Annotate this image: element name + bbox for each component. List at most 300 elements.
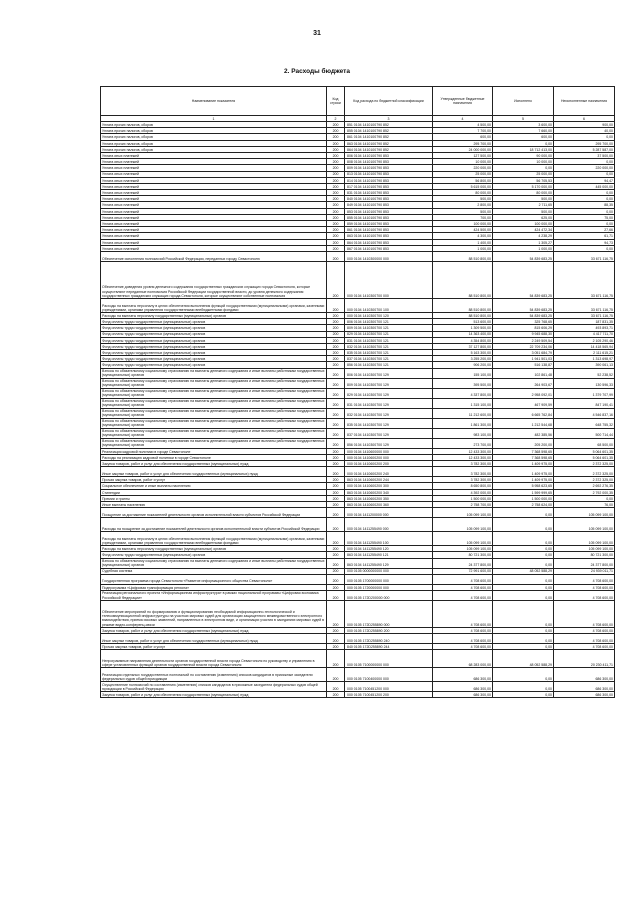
row-name-cell: Уплата прочих налогов, сборов [101,128,327,134]
row-code-cell: 200 [327,356,345,362]
row-code-cell: 200 [327,574,345,584]
row-code-cell: 200 [327,196,345,202]
row-kbk-cell: 861 0104 1410100790 853 [345,227,433,233]
row-unexecuted-cell: 0,00 [554,190,615,196]
row-approved-cell: 105 099 100,00 [433,518,493,532]
header-kbk: Код расхода по бюджетной классификации [345,87,433,116]
table-row [101,319,615,325]
row-executed-cell: 0,00 [493,634,554,644]
row-code-cell: 200 [327,398,345,408]
row-approved-cell: 2 800,00 [433,202,493,208]
row-kbk-cell: 000 0104 1411200000 000 [345,508,433,518]
row-approved-cell: 80 721 300,00 [433,552,493,558]
row-unexecuted-cell: 1 379 707,99 [554,388,615,398]
row-approved-cell: 395 500,00 [433,378,493,388]
row-name-cell: Подпрограмма «Цифровая трансформация региона» [101,584,327,590]
row-unexecuted-cell: 686 300,00 [554,692,615,698]
row-executed-cell: 516 138,87 [493,362,554,368]
row-executed-cell: 325 768,65 [493,319,554,325]
row-unexecuted-cell: 94,73 [554,239,615,245]
row-approved-cell: 600,00 [433,134,493,140]
row-kbk-cell: 863 0104 1410600200 360 [345,501,433,507]
row-code-cell: 200 [327,202,345,208]
row-kbk-cell: 000 0104 1411255490 120 [345,546,433,552]
row-executed-cell: 18 712 413,00 [493,146,554,152]
row-name-cell: Взносы по обязательному социальному страхованию на выплаты денежного содержания и иные выплаты работникам государственных (муниципальных) органов [102,439,325,448]
row-code-cell: 200 [327,489,345,495]
row-kbk-cell: 000 0104 1410300000 000 [345,251,433,261]
row-kbk-cell: 809 0104 1410300700 129 [345,378,433,388]
row-unexecuted-cell: 5 287 587,00 [554,146,615,152]
row-unexecuted-cell: 4 417 711,70 [554,331,615,337]
row-executed-cell: 48 052 588,29 [493,650,554,668]
row-code-cell: 200 [327,122,345,128]
table-row [101,650,615,668]
row-code-cell: 200 [327,362,345,368]
row-kbk-cell: 867 0104 1410100790 853 [345,245,433,251]
row-unexecuted-cell: 75,00 [554,214,615,220]
row-name-cell: Уплата иных платежей [101,245,327,251]
table-row [101,668,615,682]
row-kbk-cell: 856 0104 1410300700 121 [345,362,433,368]
row-approved-cell: 88 510 800,00 [433,312,493,318]
table-row [101,343,615,349]
row-approved-cell: 424 500,00 [433,227,493,233]
row-executed-cell: 48 052 588,29 [493,568,554,574]
row-name-cell: Фонд оплаты труда государственных (муниципальных) органов [101,356,327,362]
row-unexecuted-cell: 24 377 800,00 [554,558,615,568]
row-kbk-cell: 000 0104 1411255490 100 [345,532,433,546]
row-code-cell: 200 [327,508,345,518]
row-executed-cell: 102 861,48 [493,368,554,378]
row-name-cell: Взносы по обязательному социальному страхованию на выплаты денежного содержания и иные выплаты работникам государственных (муниципальных) органов [102,389,325,398]
row-unexecuted-cell: 445 000,00 [554,183,615,189]
header-unexecuted: Неисполненные назначения [554,87,615,116]
row-kbk-cell: 808 0104 1410100790 853 [345,159,433,165]
row-code-cell: 200 [327,634,345,644]
row-executed-cell: 22 709 234,06 [493,343,554,349]
row-executed-cell: 424 472,34 [493,227,554,233]
column-number: 2 [327,116,345,122]
row-unexecuted-cell: 5 064 601,35 [554,448,615,454]
table-row [101,337,615,343]
row-name-cell: Уплата прочих налогов, сборов [101,122,327,128]
row-code-cell: 200 [327,325,345,331]
row-approved-cell: 4 708 600,00 [433,644,493,650]
row-approved-cell: 4 708 600,00 [433,590,493,600]
row-approved-cell: 10 000,00 [433,159,493,165]
row-name-cell: Закупка товаров, работ и услуг для обеспечения государственных (муниципальных) нужд [101,627,327,633]
row-approved-cell: 4 500,00 [433,122,493,128]
row-kbk-cell: 000 0104 1410600200 000 [345,454,433,460]
row-unexecuted-cell: 0,00 [554,171,615,177]
row-name-cell: Взносы по обязательному социальному страхованию на выплаты денежного содержания и иные выплаты работникам государственных (муниципальных) органов [102,429,325,438]
row-code-cell: 200 [327,461,345,467]
row-executed-cell: 9 945 688,30 [493,331,554,337]
table-row [101,251,615,261]
row-approved-cell: 686 300,00 [433,692,493,698]
column-number: 3 [345,116,433,122]
row-code-cell: 200 [327,584,345,590]
row-kbk-cell: 000 0105 1700000000 000 [345,574,433,584]
row-code-cell: 200 [327,239,345,245]
row-code-cell: 200 [327,408,345,418]
row-code-cell: 200 [327,233,345,239]
row-name-cell: Фонд оплаты труда государственных (муниципальных) органов [101,552,327,558]
row-code-cell: 200 [327,245,345,251]
row-kbk-cell: 000 0105 7100451200 000 [345,682,433,692]
row-name-cell: Фонд оплаты труда государственных (муниципальных) органов [101,337,327,343]
row-code-cell: 200 [327,177,345,183]
row-code-cell: 200 [327,171,345,177]
row-unexecuted-cell: 4 708 600,00 [554,584,615,590]
row-unexecuted-cell: 295 700,00 [554,140,615,146]
row-code-cell: 200 [327,152,345,158]
row-name-cell: Иные закупки товаров, работ и услуг для обеспечения государственных (муниципальных) нужд [101,634,327,644]
row-name-cell: Фонд оплаты труда государственных (муниципальных) органов [101,350,327,356]
row-approved-cell: 88 510 800,00 [433,298,493,312]
row-kbk-cell: 831 0104 1410300700 121 [345,337,433,343]
row-code-cell: 200 [327,558,345,568]
row-kbk-cell: 000 0105 1720000000 000 [345,584,433,590]
row-unexecuted-cell: 4 708 600,00 [554,600,615,627]
row-unexecuted-cell: 40,00 [554,128,615,134]
row-name-cell: Обеспечение исполнения полномочий Российской Федерации, переданных городу Севастополю [101,251,327,261]
row-name-cell: Реализация отдельных государственных полномочий по составлению (изменению) списков кандидатов в присяжные заседатели федеральных судов общей юрисдикции [101,668,327,682]
column-number: 4 [433,116,493,122]
row-executed-cell: 54 839 683,25 [493,298,554,312]
row-executed-cell: 1 409 975,00 [493,467,554,477]
row-approved-cell: 7 700,00 [433,128,493,134]
row-unexecuted-cell: 105 099 100,00 [554,546,615,552]
row-executed-cell: 0,00 [493,692,554,698]
row-name-cell: Судебная система [101,568,327,574]
row-name-cell: Премии и гранты [101,495,327,501]
column-number: 6 [554,116,615,122]
row-executed-cell: 1 941 501,03 [493,356,554,362]
row-approved-cell: 2 758 700,00 [433,501,493,507]
row-unexecuted-cell: 33 671 116,75 [554,251,615,261]
row-approved-cell: 12 433 300,00 [433,454,493,460]
row-unexecuted-cell: 5 064 601,35 [554,454,615,460]
row-name-cell: Взносы по обязательному социальному страхованию на выплаты денежного содержания и иные выплаты работникам государственных (муниципальных) органов [102,399,325,408]
row-approved-cell: 4 708 600,00 [433,634,493,644]
table-row [101,418,615,428]
row-name-cell: Фонд оплаты труда государственных (муниципальных) органов [101,343,327,349]
row-unexecuted-cell: 14 418 565,94 [554,343,615,349]
row-code-cell: 200 [327,378,345,388]
budget-expenses-table [100,86,615,698]
header-name: Наименование показателя [101,87,327,116]
row-code-cell: 200 [327,319,345,325]
row-unexecuted-cell: 80 721 300,00 [554,552,615,558]
row-executed-cell: 0,00 [493,508,554,518]
row-executed-cell: 205 200,00 [493,438,554,448]
row-code-cell: 200 [327,214,345,220]
row-code-cell: 200 [327,368,345,378]
table-row [101,682,615,692]
row-name-cell: Уплата иных платежей [101,159,327,165]
row-code-cell: 200 [327,418,345,428]
row-unexecuted-cell: 187 831,35 [554,319,615,325]
row-code-cell: 200 [327,343,345,349]
row-unexecuted-cell: 0,00 [554,134,615,140]
row-name-cell: Взносы по обязательному социальному страхованию на выплаты денежного содержания и иные выплаты работникам государственных (муниципальных) органов [102,409,325,418]
row-approved-cell: 295 700,00 [433,140,493,146]
row-code-cell: 200 [327,227,345,233]
row-approved-cell: 68 283 000,00 [433,650,493,668]
row-code-cell: 200 [327,590,345,600]
row-kbk-cell: 864 0104 1410100790 853 [345,239,433,245]
row-name-cell: Иные выплаты населению [101,501,327,507]
column-number: 1 [101,116,327,122]
table-row [101,448,615,454]
row-name-cell: Уплата иных платежей [101,183,327,189]
row-approved-cell: 56 800,00 [433,177,493,183]
row-unexecuted-cell: 900,00 [554,122,615,128]
row-code-cell: 200 [327,183,345,189]
row-executed-cell: 1 409 975,00 [493,477,554,483]
row-kbk-cell: 000 0105 0000000000 000 [345,568,433,574]
row-unexecuted-cell: 0,00 [554,245,615,251]
row-name-cell: Фонд оплаты труда государственных (муниципальных) органов [101,325,327,331]
row-name-cell: Уплата иных платежей [101,202,327,208]
row-executed-cell: 6 665 762,84 [493,408,554,418]
row-executed-cell: 100 000,00 [493,221,554,227]
table-row [101,261,615,298]
row-approved-cell: 1 861 300,00 [433,418,493,428]
row-code-cell: 200 [327,627,345,633]
table-row [101,438,615,448]
row-executed-cell: 0,00 [493,165,554,171]
row-code-cell: 200 [327,438,345,448]
row-approved-cell: 88 510 800,00 [433,261,493,298]
row-unexecuted-cell: 33 671 116,75 [554,298,615,312]
page-number: 31 [313,30,321,37]
row-name-cell: Уплата прочих налогов, сборов [101,146,327,152]
row-executed-cell: 5 170 000,00 [493,183,554,189]
row-kbk-cell: 859 0104 1410100790 853 [345,221,433,227]
row-code-cell: 200 [327,428,345,438]
row-executed-cell: 4 238,29 [493,233,554,239]
row-unexecuted-cell: 0,00 [554,221,615,227]
row-kbk-cell: 863 0104 1410100790 853 [345,233,433,239]
row-approved-cell: 983 100,00 [433,428,493,438]
row-name-cell: Реализация кадровой политики в городе Севастополе [101,448,327,454]
row-name-cell: Уплата иных платежей [101,214,327,220]
row-code-cell: 200 [327,312,345,318]
row-executed-cell: 482 385,56 [493,428,554,438]
row-unexecuted-cell: 0,00 [554,196,615,202]
row-approved-cell: 5 163 300,00 [433,350,493,356]
row-code-cell: 200 [327,692,345,698]
row-approved-cell: 4 708 600,00 [433,574,493,584]
row-kbk-cell: 863 0104 1410600200 340 [345,489,433,495]
row-kbk-cell: 000 0104 1410600200 300 [345,483,433,489]
row-kbk-cell: 000 0105 172D200000 000 [345,590,433,600]
row-code-cell: 200 [327,650,345,668]
row-approved-cell: 686 300,00 [433,682,493,692]
row-approved-cell: 5 615 000,00 [433,183,493,189]
column-number: 5 [493,116,554,122]
row-executed-cell: 10 000,00 [493,159,554,165]
row-unexecuted-cell: 2 372 325,00 [554,461,615,467]
row-approved-cell: 906 200,00 [433,362,493,368]
row-executed-cell: 0,00 [493,574,554,584]
row-executed-cell: 1 409 975,00 [493,461,554,467]
row-executed-cell: 1 305,27 [493,239,554,245]
row-approved-cell: 3 782 300,00 [433,467,493,477]
row-name-cell: Уплата иных платежей [101,171,327,177]
row-name-cell: Уплата иных платежей [101,190,327,196]
row-unexecuted-cell: 686 300,00 [554,682,615,692]
row-approved-cell: 11 212 600,00 [433,408,493,418]
row-kbk-cell: 806 0104 1410300700 121 [345,319,433,325]
row-name-cell: Закупка товаров, работ и услуг для обеспечения государственных (муниципальных) нужд [101,692,327,698]
row-approved-cell: 100 000,00 [433,221,493,227]
row-executed-cell: 0,00 [493,552,554,558]
table-row [101,590,615,600]
row-unexecuted-cell: 686 300,00 [554,668,615,682]
row-executed-cell: 7 368 598,65 [493,454,554,460]
row-name-cell: Реализация регионального проекта «Информационная инфраструктура» в рамках национальной программы «Цифровая экономика Российской Федерации» [101,590,327,600]
row-kbk-cell: 806 0104 1410100790 853 [345,152,433,158]
row-executed-cell: 54 839 683,25 [493,251,554,261]
row-unexecuted-cell: 1 313 698,97 [554,356,615,362]
row-unexecuted-cell: 4 708 600,00 [554,574,615,584]
row-code-cell: 200 [327,682,345,692]
row-executed-cell: 0,00 [493,590,554,600]
table-row [101,331,615,337]
table-row [101,408,615,418]
row-executed-cell: 3 051 684,79 [493,350,554,356]
row-unexecuted-cell: 105 099 100,00 [554,532,615,546]
row-unexecuted-cell: 4 708 600,00 [554,644,615,650]
row-code-cell: 200 [327,532,345,546]
row-name-cell: Уплата иных платежей [101,152,327,158]
row-unexecuted-cell: 493 893,71 [554,325,615,331]
table-row [101,325,615,331]
row-approved-cell: 3 255 200,00 [433,356,493,362]
row-executed-cell: 80 000,00 [493,190,554,196]
row-kbk-cell: 831 0104 1410300700 129 [345,398,433,408]
row-kbk-cell: 863 0104 1411255490 121 [345,552,433,558]
row-kbk-cell: 837 0104 1410300700 129 [345,428,433,438]
row-unexecuted-cell: 27,66 [554,227,615,233]
row-code-cell: 200 [327,495,345,501]
header-executed: Исполнено [493,87,554,116]
row-approved-cell: 12 433 300,00 [433,448,493,454]
row-kbk-cell: 806 0104 1410300700 129 [345,368,433,378]
row-code-cell: 200 [327,644,345,650]
table-row [101,692,615,698]
row-executed-cell: 1 212 544,68 [493,418,554,428]
row-executed-cell: 625,00 [493,214,554,220]
row-kbk-cell: 000 0105 172D255890 000 [345,600,433,627]
row-kbk-cell: 856 0104 1410300700 129 [345,438,433,448]
row-unexecuted-cell: 4 708 600,00 [554,634,615,644]
row-code-cell: 200 [327,221,345,227]
row-executed-cell: 467 909,59 [493,398,554,408]
row-executed-cell: 0,00 [493,584,554,590]
row-unexecuted-cell: 130 596,33 [554,378,615,388]
row-executed-cell: 2 249 509,54 [493,337,554,343]
header-approved: Утвержденные бюджетные назначения [433,87,493,116]
table-row [101,362,615,368]
row-executed-cell: 1 599 999,65 [493,489,554,495]
row-executed-cell: 500,00 [493,196,554,202]
row-kbk-cell: 840 0104 1410100790 853 [345,196,433,202]
row-kbk-cell: 000 0104 1410300700 100 [345,298,433,312]
table-header-row [101,87,615,116]
row-kbk-cell: 853 0104 1410100790 853 [345,208,433,214]
row-code-cell: 200 [327,467,345,477]
table-row [101,454,615,460]
table-row [101,634,615,644]
row-unexecuted-cell: 390 061,13 [554,362,615,368]
row-kbk-cell: 809 0104 1410100790 853 [345,165,433,171]
row-name-cell: Уплата прочих налогов, сборов [101,140,327,146]
row-executed-cell: 0,00 [493,668,554,682]
row-unexecuted-cell: 37 500,00 [554,152,615,158]
row-name-cell: Взносы по обязательному социальному страхованию на выплаты денежного содержания и иные выплаты работникам государственных (муниципальных) органов [102,559,325,568]
row-name-cell: Уплата прочих налогов, сборов [101,134,327,140]
row-kbk-cell: 000 0105 7100000000 000 [345,650,433,668]
row-approved-cell: 37 127 800,00 [433,343,493,349]
row-executed-cell: 0,00 [493,140,554,146]
row-unexecuted-cell: 4 546 837,16 [554,408,615,418]
row-executed-cell: 0,00 [493,600,554,627]
row-approved-cell: 1 309 500,00 [433,325,493,331]
table-row [101,298,615,312]
row-unexecuted-cell: 76,00 [554,501,615,507]
row-kbk-cell: 814 0104 1410100790 853 [345,177,433,183]
row-code-cell: 200 [327,208,345,214]
row-approved-cell: 8 650 800,00 [433,483,493,489]
table-row [101,508,615,518]
row-code-cell: 200 [327,165,345,171]
row-name-cell: Расходы на поощрение за достижение показателей деятельности органов исполнительной власти субъектов Российской Федерации [101,518,327,532]
row-approved-cell: 14 363 400,00 [433,331,493,337]
row-unexecuted-cell: 2 111 615,21 [554,350,615,356]
row-name-cell: Расходы на выплаты персоналу в целях обеспечения выполнения функций государственными (муниципальными) органами, казенными учреждениями, органами управления государственными внебюджетными фондами [101,532,327,546]
row-kbk-cell: 813 0104 1410100790 853 [345,171,433,177]
row-name-cell: Уплата иных платежей [101,177,327,183]
row-approved-cell: 4 708 600,00 [433,627,493,633]
row-code-cell: 200 [327,454,345,460]
row-executed-cell: 600,00 [493,134,554,140]
row-executed-cell: 1 500 000,00 [493,495,554,501]
row-unexecuted-cell: 105 099 100,00 [554,508,615,518]
table-row [101,518,615,532]
row-code-cell: 200 [327,251,345,261]
table-row [101,356,615,362]
row-kbk-cell: 000 0105 7100400000 000 [345,668,433,682]
row-unexecuted-cell: 20 230 411,71 [554,650,615,668]
row-approved-cell: 3 782 300,00 [433,461,493,467]
row-approved-cell: 1 500 000,00 [433,495,493,501]
row-code-cell: 200 [327,261,345,298]
row-name-cell: Иные закупки товаров, работ и услуг для обеспечения государственных (муниципальных) нужд [101,467,327,477]
row-approved-cell: 4 300,00 [433,233,493,239]
row-unexecuted-cell: 2 372 325,00 [554,467,615,477]
row-name-cell: Уплата иных платежей [101,221,327,227]
row-code-cell: 200 [327,337,345,343]
row-approved-cell: 1 000,00 [433,245,493,251]
row-name-cell: Уплата иных платежей [101,208,327,214]
row-executed-cell: 7 660,00 [493,128,554,134]
row-unexecuted-cell: 4 708 600,00 [554,590,615,600]
